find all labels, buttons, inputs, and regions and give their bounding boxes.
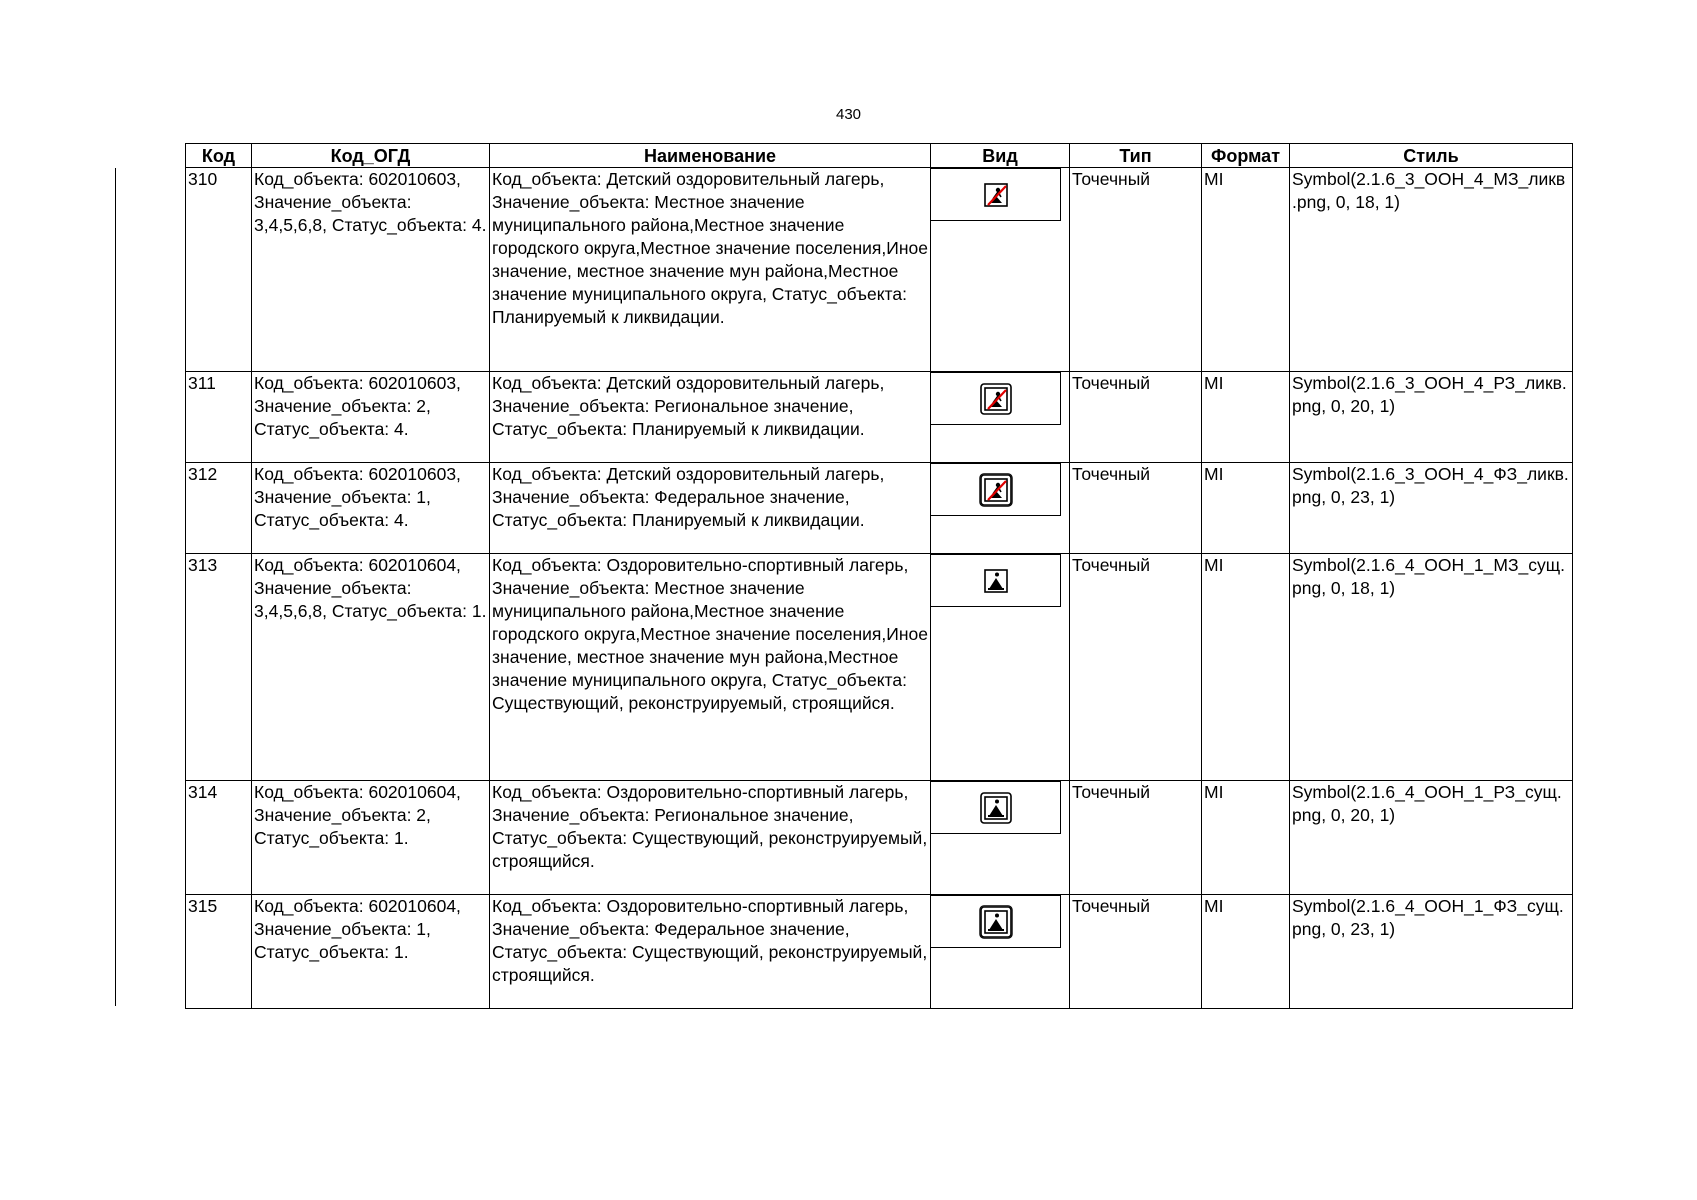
cell-view [931,554,1070,781]
cell-type: Точечный [1070,895,1202,1009]
table-row [186,168,1573,372]
cell-type: Точечный [1070,781,1202,895]
cell-code: 315 [186,895,252,1009]
cell-ogd: Код_объекта: 602010603, Значение_объекта: 1, Статус_объекта: 4. [252,463,490,554]
cell-view [931,372,1070,463]
cell-style: Symbol(2.1.6_4_ООН_1_МЗ_сущ.png, 0, 18, 1) [1290,554,1573,781]
cell-ogd: Код_объекта: 602010604, Значение_объекта: 3,4,5,6,8, Статус_объекта: 1. [252,554,490,781]
camp-liquidation-icon [979,473,1013,507]
view-box [931,895,1061,948]
header-view: Вид [931,144,1070,168]
cell-format: MI [1202,463,1290,554]
cell-ogd: Код_объекта: 602010603, Значение_объекта: 2, Статус_объекта: 4. [252,372,490,463]
cell-name: Код_объекта: Детский оздоровительный лагерь, Значение_объекта: Федеральное значение, Статус_объекта: Планируемый к ликвидации. [490,463,931,554]
cell-format: MI [1202,554,1290,781]
cell-name: Код_объекта: Детский оздоровительный лагерь, Значение_объекта: Региональное значение, Статус_объекта: Планируемый к ликвидации. [490,372,931,463]
cell-ogd: Код_объекта: 602010604, Значение_объекта: 1, Статус_объекта: 1. [252,895,490,1009]
camp-liquidation-icon [979,178,1013,212]
header-name: Наименование [490,144,931,168]
table-row [186,895,1573,1009]
table-row [186,372,1573,463]
camp-liquidation-icon [979,382,1013,416]
cell-format: MI [1202,781,1290,895]
view-box [931,372,1061,425]
margin-line [115,168,116,1006]
cell-ogd: Код_объекта: 602010603, Значение_объекта: 3,4,5,6,8, Статус_объекта: 4. [252,168,490,372]
view-box [931,554,1061,607]
table-row [186,554,1573,781]
cell-style: Symbol(2.1.6_4_ООН_1_ФЗ_сущ.png, 0, 23, 1) [1290,895,1573,1009]
sports-camp-icon [979,791,1013,825]
view-box [931,168,1061,221]
cell-code: 311 [186,372,252,463]
cell-type: Точечный [1070,463,1202,554]
cell-view [931,168,1070,372]
cell-format: MI [1202,372,1290,463]
cell-type: Точечный [1070,554,1202,781]
header-format: Формат [1202,144,1290,168]
view-box [931,781,1061,834]
cell-name: Код_объекта: Оздоровительно-спортивный лагерь, Значение_объекта: Местное значение муниципального района,Местное значение городского округа,Местное значение поселения,Иное значение, местное значение мун района,Местное значение муниципального округа, Статус_объекта: Существующий, реконструируемый, строящийся. [490,554,931,781]
cell-name: Код_объекта: Оздоровительно-спортивный лагерь, Значение_объекта: Региональное значение, Статус_объекта: Существующий, реконструируемый, строящийся. [490,781,931,895]
cell-code: 313 [186,554,252,781]
cell-style: Symbol(2.1.6_3_ООН_4_ФЗ_ликв.png, 0, 23, 1) [1290,463,1573,554]
page-number: 430 [835,106,862,123]
cell-type: Точечный [1070,372,1202,463]
cell-code: 310 [186,168,252,372]
cell-style: Symbol(2.1.6_3_ООН_4_РЗ_ликв.png, 0, 20, 1) [1290,372,1573,463]
symbol-registry-table [185,143,1573,1009]
cell-ogd: Код_объекта: 602010604, Значение_объекта: 2, Статус_объекта: 1. [252,781,490,895]
cell-format: MI [1202,168,1290,372]
header-style: Стиль [1290,144,1573,168]
sports-camp-icon [979,905,1013,939]
table-row [186,781,1573,895]
cell-view [931,781,1070,895]
header-type: Тип [1070,144,1202,168]
cell-style: Symbol(2.1.6_3_ООН_4_МЗ_ликв.png, 0, 18, 1) [1290,168,1573,372]
cell-view [931,463,1070,554]
cell-code: 312 [186,463,252,554]
cell-name: Код_объекта: Детский оздоровительный лагерь, Значение_объекта: Местное значение муниципального района,Местное значение городского округа,Местное значение поселения,Иное значение, местное значение мун района,Местное значение муниципального округа, Статус_объекта: Планируемый к ликвидации. [490,168,931,372]
table-header-row [186,144,1573,168]
cell-name: Код_объекта: Оздоровительно-спортивный лагерь, Значение_объекта: Федеральное значение, Статус_объекта: Существующий, реконструируемый, строящийся. [490,895,931,1009]
table-row [186,463,1573,554]
header-code: Код [186,144,252,168]
header-ogd-code: Код_ОГД [252,144,490,168]
view-box [931,463,1061,516]
cell-type: Точечный [1070,168,1202,372]
cell-style: Symbol(2.1.6_4_ООН_1_РЗ_сущ.png, 0, 20, 1) [1290,781,1573,895]
sports-camp-icon [979,564,1013,598]
cell-view [931,895,1070,1009]
cell-code: 314 [186,781,252,895]
cell-format: MI [1202,895,1290,1009]
